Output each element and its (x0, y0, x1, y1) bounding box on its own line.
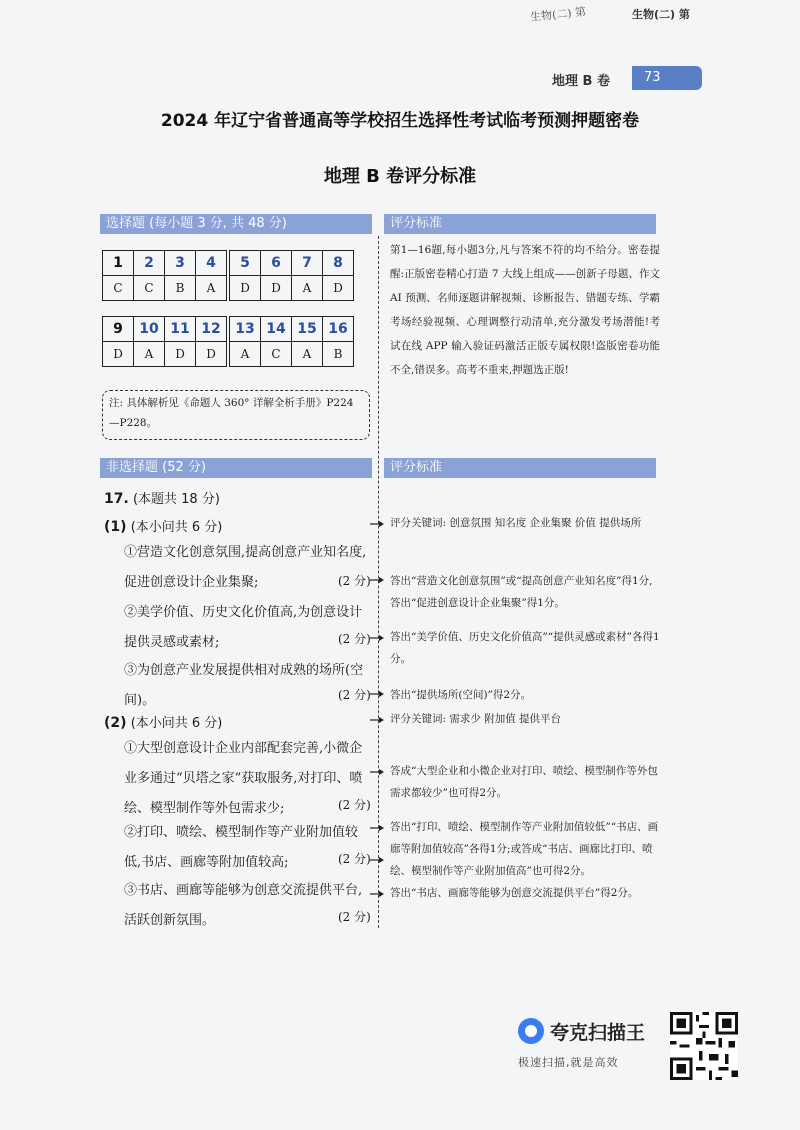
part-2-keywords: 评分关键词: 需求少 附加值 提供平台 (390, 713, 562, 725)
part-2-score-1: (2 分) (338, 798, 371, 812)
q-num: 3 (165, 251, 196, 276)
part-1-score-3: (2 分) (338, 688, 371, 702)
analysis-note: 注: 具体解析见《命题人 360° 详解全析手册》P224—P228。 (102, 390, 370, 440)
answer-table-3 (102, 316, 227, 367)
q-answer: A (134, 342, 165, 367)
part-2-note-1: 答成“大型企业和小微企业对打印、喷绘、模型制作等外包需求都较少”也可得2分。 (390, 765, 658, 799)
q-num: 5 (230, 251, 261, 276)
q-answer: C (261, 342, 292, 367)
q-answer: C (103, 276, 134, 301)
header-subject: 地理 B 卷 (552, 74, 610, 89)
part-1-answer-3: ③为创意产业发展提供相对成熟的场所(空间)。 (124, 663, 364, 708)
page-number: 73 (632, 66, 702, 90)
part-2-answer-2: ②打印、喷绘、模型制作等产业附加值较低,书店、画廊等附加值较高; (124, 825, 359, 870)
criteria-bar-1: 评分标准 (384, 214, 656, 234)
part-1-note-1: 答出“营造文化创意氛围”或“提高创意产业知名度”得1分,答出“促进创意设计企业集聚”得1分。 (390, 575, 653, 609)
arrow-icon (370, 576, 384, 584)
quark-logo-icon (518, 1018, 544, 1044)
part-2-label: (2) (104, 715, 127, 731)
part-1-keywords: 评分关键词: 创意氛围 知名度 企业集聚 价值 提供场所 (390, 517, 642, 529)
part-2-total: (本小问共 6 分) (130, 716, 223, 731)
arrow-icon (370, 768, 384, 776)
q-num: 2 (134, 251, 165, 276)
part-1-label: (1) (104, 519, 127, 535)
answer-table-2 (229, 250, 354, 301)
part-1-answer-1: ①营造文化创意氛围,提高创意产业知名度,促进创意设计企业集聚; (124, 545, 367, 590)
part-1-heading (104, 516, 222, 535)
part-1-total: (本小问共 6 分) (130, 520, 223, 535)
q-num: 4 (196, 251, 227, 276)
part-1-score-2: (2 分) (338, 632, 371, 646)
question-17-heading (104, 488, 220, 507)
q-answer: A (292, 276, 323, 301)
q-num: 8 (323, 251, 354, 276)
arrow-icon (370, 520, 384, 528)
q-num: 13 (230, 317, 261, 342)
previous-page-label: 生物(二) 第 (632, 8, 690, 21)
previous-page-edge (520, 0, 800, 28)
nonmc-section-bar: 非选择题 (52 分) (100, 458, 372, 478)
part-2-score-2: (2 分) (338, 852, 371, 866)
q-num: 9 (103, 317, 134, 342)
q-answer: A (292, 342, 323, 367)
criteria-text-1: 第1—16题,每小题3分,凡与答案不符的均不给分。密卷提醒:正版密卷精心打造 7 大线上组成——创新子母题、作文 AI 预测、名师逐题讲解视频、诊断报告、错题专练、学霸考场经验视频、心理调整行动清单,充分激发考场潜能!考试在线 APP 输入验证码激活正版专属权限!盗版密卷功能不全,错误多。高考不重来,押题选正版! (390, 244, 660, 376)
scanner-watermark (518, 1016, 668, 1076)
answer-table-4 (229, 316, 354, 367)
previous-page-ghost-text: 生物(二) 第 (529, 5, 587, 24)
mc-section-bar: 选择题 (每小题 3 分, 共 48 分) (100, 214, 372, 234)
exam-title: 2024 年辽宁省普通高等学校招生选择性考试临考预测押题密卷 (160, 111, 640, 131)
q-num: 10 (134, 317, 165, 342)
q-answer: C (134, 276, 165, 301)
part-1-note-3: 答出“提供场所(空间)”得2分。 (390, 689, 532, 701)
q-num: 12 (196, 317, 227, 342)
part-1-score-1: (2 分) (338, 574, 371, 588)
answer-table-1 (102, 250, 227, 301)
q-answer: D (165, 342, 196, 367)
part-2-note-3: 答出“书店、画廊等能够为创意交流提供平台”得2分。 (390, 887, 639, 899)
q-num: 14 (261, 317, 292, 342)
part-1-note-2: 答出“美学价值、历史文化价值高”“提供灵感或素材”各得1分。 (390, 631, 660, 665)
q-num: 1 (103, 251, 134, 276)
watermark-slogan: 极速扫描,就是高效 (518, 1056, 619, 1069)
page-header-tab (552, 66, 702, 90)
q-answer: D (230, 276, 261, 301)
watermark-brand: 夸克扫描王 (550, 1022, 646, 1044)
part-2-score-3: (2 分) (338, 910, 371, 924)
q-answer: B (165, 276, 196, 301)
arrow-icon (370, 634, 384, 642)
q-answer: A (230, 342, 261, 367)
criteria-bar-2: 评分标准 (384, 458, 656, 478)
arrow-icon (370, 824, 384, 832)
q-answer: D (261, 276, 292, 301)
q-answer: D (103, 342, 134, 367)
q-num: 15 (292, 317, 323, 342)
part-2-answer-1: ①大型创意设计企业内部配套完善,小微企业多通过“贝塔之家”获取服务,对打印、喷绘、模型制作等外包需求少; (124, 741, 363, 816)
part-2-answer-3: ③书店、画廊等能够为创意交流提供平台,活跃创新氛围。 (124, 883, 363, 928)
arrow-icon (370, 716, 384, 724)
qr-code-icon (670, 1012, 738, 1080)
q-num: 6 (261, 251, 292, 276)
arrow-icon (370, 890, 384, 898)
q-answer: A (196, 276, 227, 301)
q-answer: B (323, 342, 354, 367)
question-17-number: 17. (104, 491, 129, 507)
q-num: 16 (323, 317, 354, 342)
part-2-note-2: 答出“打印、喷绘、模型制作等产业附加值较低”“书店、画廊等附加值较高”各得1分;或答成“书店、画廊比打印、喷绘、模型制作等产业附加值高”也可得2分。 (390, 821, 659, 877)
question-17-total: (本题共 18 分) (132, 492, 220, 507)
q-num: 7 (292, 251, 323, 276)
q-answer: D (323, 276, 354, 301)
q-num: 11 (165, 317, 196, 342)
q-answer: D (196, 342, 227, 367)
part-1-answer-2: ②美学价值、历史文化价值高,为创意设计提供灵感或素材; (124, 605, 363, 650)
section-title: 地理 B 卷评分标准 (323, 166, 477, 187)
arrow-icon (370, 856, 384, 864)
part-2-heading (104, 712, 222, 731)
arrow-icon (370, 690, 384, 698)
